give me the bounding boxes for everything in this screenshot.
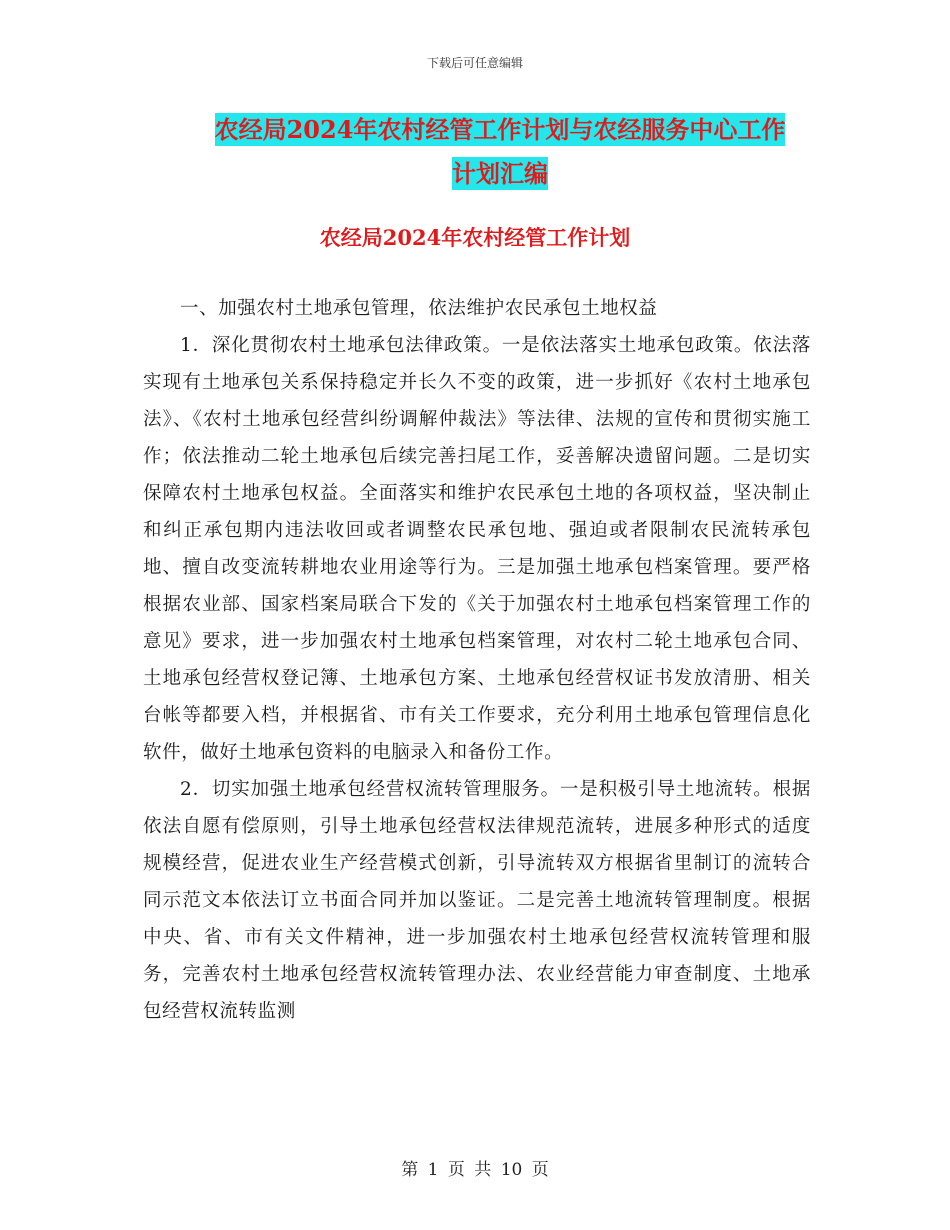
header-note: 下载后可任意编辑: [426, 56, 523, 70]
section-title: 农经局2024年农村经管工作计划: [319, 225, 631, 250]
page-number-footer: 第 1 页 共 10 页: [401, 1160, 549, 1180]
body-text: [143, 290, 811, 1030]
paragraph-item-2: 2．切实加强土地承包经营权流转管理服务。一是积极引导土地流转。根据依法自愿有偿原则，引导土地承包经营权法律规范流转，进展多种形式的适度规模经营，促进农业生产经营模式创新，引导流转双方根据省里制订的流转合同示范文本依法订立书面合同并加以鉴证。二是完善土地流转管理制度。根据中央、省、市有关文件精神，进一步加强农村土地承包经营权流转管理和服务，完善农村土地承包经营权流转管理办法、农业经营能力审查制度、土地承包经营权流转监测: [143, 779, 811, 1022]
document-title-line-2: 计划汇编: [452, 159, 548, 188]
paragraph-item-1: 1．深化贯彻农村土地承包法律政策。一是依法落实土地承包政策。依法落实现有土地承包关系保持稳定并长久不变的政策，进一步抓好《农村土地承包法》、《农村土地承包经营纠纷调解仲裁法》等法律、法规的宣传和贯彻实施工作；依法推动二轮土地承包后续完善扫尾工作，妥善解决遗留问题。二是切实保障农村土地承包权益。全面落实和维护农民承包土地的各项权益，坚决制止和纠正承包期内违法收回或者调整农民承包地、强迫或者限制农民流转承包地、擅自改变流转耕地农业用途等行为。三是加强土地承包档案管理。要严格根据农业部、国家档案局联合下发的《关于加强农村土地承包档案管理工作的意见》要求，进一步加强农村土地承包档案管理，对农村二轮土地承包合同、土地承包经营权登记簿、土地承包方案、土地承包经营权证书发放清册、相关台帐等都要入档，并根据省、市有关工作要求，充分利用土地承包管理信息化软件，做好土地承包资料的电脑录入和备份工作。: [143, 335, 811, 763]
document-title: [150, 108, 850, 196]
heading-paragraph: 一、加强农村土地承包管理，依法维护农民承包土地权益: [180, 298, 658, 319]
document-title-line-1: 农经局2024年农村经管工作计划与农经服务中心工作: [214, 115, 786, 144]
